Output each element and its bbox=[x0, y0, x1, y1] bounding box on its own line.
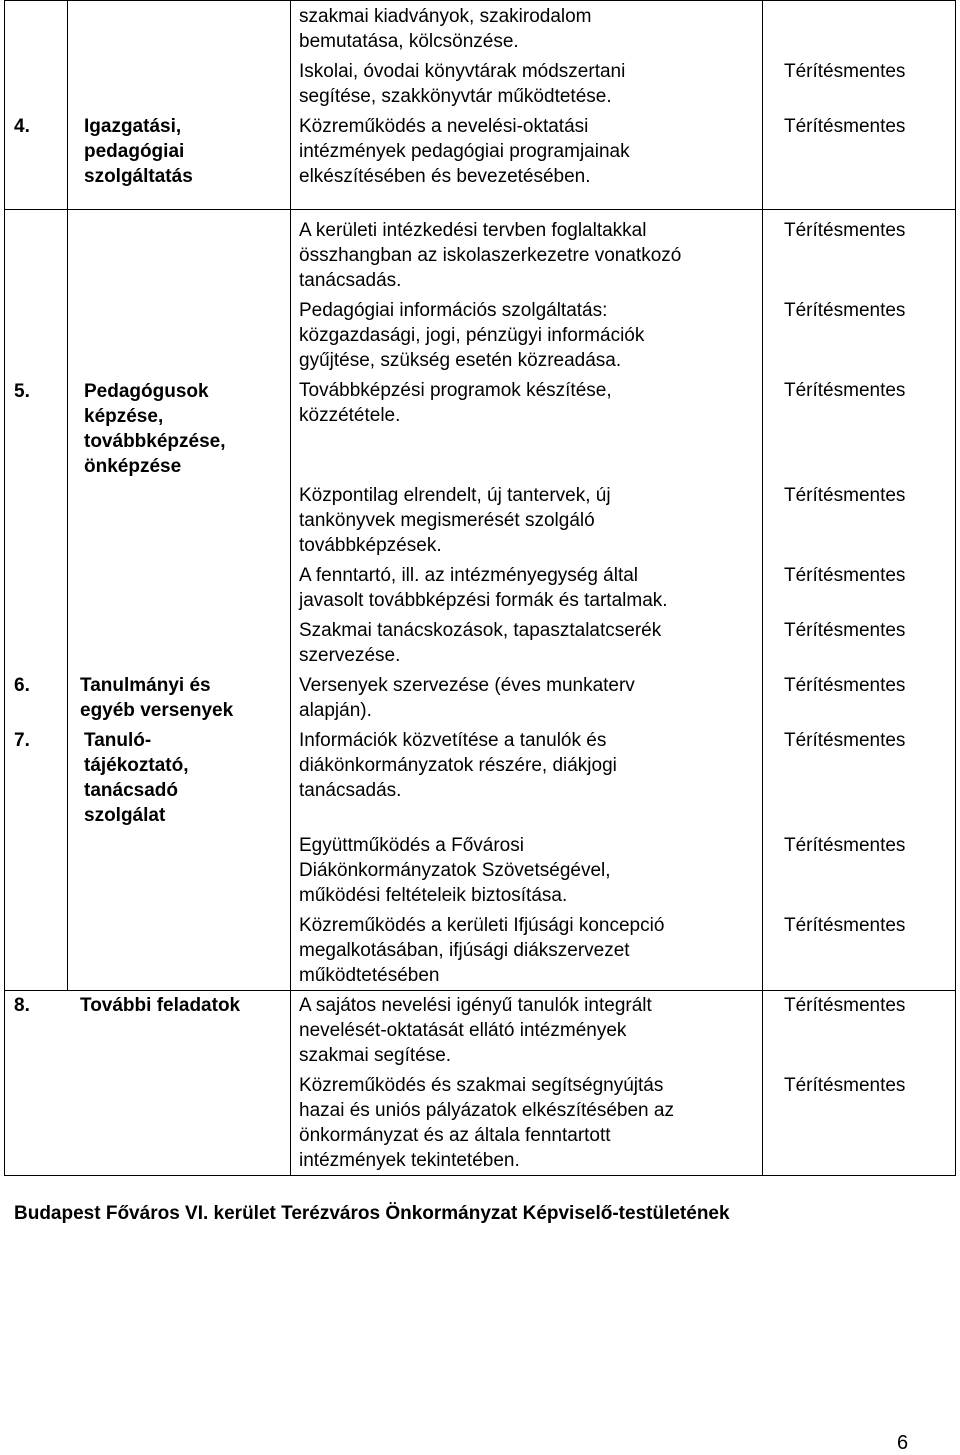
row-number: 4. bbox=[14, 116, 30, 137]
row-category: Pedagógusok képzése, továbbképzése, önképzése bbox=[84, 381, 226, 477]
task-description: A fenntartó, ill. az intézményegység által javasolt továbbképzési formák és tartalmak. bbox=[299, 565, 668, 611]
task-description: Pedagógiai információs szolgáltatás: közgazdasági, jogi, pénzügyi információk gyűjtése, szükség esetén közreadása. bbox=[299, 300, 645, 371]
document-footer: Budapest Főváros VI. kerület Terézváros Önkormányzat Képviselő-testületének bbox=[14, 1203, 730, 1224]
fee-label: Térítésmentes bbox=[784, 61, 906, 82]
task-description: Információk közvetítése a tanulók és diákönkormányzatok részére, diákjogi tanácsadás. bbox=[299, 730, 617, 801]
row-category: További feladatok bbox=[80, 995, 241, 1016]
row-category: Tanuló- tájékoztató, tanácsadó szolgálat bbox=[84, 730, 189, 826]
fee-label: Térítésmentes bbox=[784, 300, 906, 321]
task-description: Továbbképzési programok készítése, közzététele. bbox=[299, 380, 612, 426]
task-description: Szakmai tanácskozások, tapasztalatcserék szervezése. bbox=[299, 620, 662, 666]
task-description: A sajátos nevelési igényű tanulók integrált nevelését-oktatását ellátó intézmények szakmai segítése. bbox=[299, 995, 652, 1066]
fee-label: Térítésmentes bbox=[784, 380, 906, 401]
row-number: 8. bbox=[14, 995, 30, 1016]
task-description: Együttműködés a Fővárosi Diákönkormányzatok Szövetségével, működési feltételeik biztosítása. bbox=[299, 835, 611, 906]
task-description: Iskolai, óvodai könyvtárak módszertani segítése, szakkönyvtár működtetése. bbox=[299, 61, 626, 107]
task-description: Központilag elrendelt, új tantervek, új tankönyvek megismerését szolgáló továbbképzések. bbox=[299, 485, 611, 556]
fee-label: Térítésmentes bbox=[784, 915, 906, 936]
fee-label: Térítésmentes bbox=[784, 565, 906, 586]
task-description: A kerületi intézkedési tervben foglaltakkal összhangban az iskolaszerkezetre vonatkozó tanácsadás. bbox=[299, 220, 682, 291]
task-description: Közreműködés a kerületi Ifjúsági koncepció megalkotásában, ifjúsági diákszervezet működtetésében bbox=[299, 915, 665, 986]
row-category: Tanulmányi és egyéb versenyek bbox=[80, 675, 234, 721]
task-description: Versenyek szervezése (éves munkaterv alapján). bbox=[299, 675, 635, 721]
fee-label: Térítésmentes bbox=[784, 1075, 906, 1096]
fee-label: Térítésmentes bbox=[784, 620, 906, 641]
fee-label: Térítésmentes bbox=[784, 675, 906, 696]
fee-label: Térítésmentes bbox=[784, 220, 906, 241]
row-number: 5. bbox=[14, 381, 30, 402]
fee-label: Térítésmentes bbox=[784, 730, 906, 751]
row-category: Igazgatási, pedagógiai szolgáltatás bbox=[84, 116, 193, 187]
task-description: Közreműködés és szakmai segítségnyújtás hazai és uniós pályázatok elkészítésében az önkormányzat és az általa fenntartott intézmények tekintetében. bbox=[299, 1075, 674, 1171]
fee-label: Térítésmentes bbox=[784, 485, 906, 506]
fee-label: Térítésmentes bbox=[784, 995, 906, 1016]
row-number: 7. bbox=[14, 730, 30, 751]
task-description: Közreműködés a nevelési-oktatási intézmények pedagógiai programjainak elkészítésében és bevezetésében. bbox=[299, 116, 630, 187]
page-number: 6 bbox=[897, 1432, 909, 1454]
fee-label: Térítésmentes bbox=[784, 835, 906, 856]
row-number: 6. bbox=[14, 675, 30, 696]
task-description: szakmai kiadványok, szakirodalom bemutatása, kölcsönzése. bbox=[299, 6, 592, 52]
fee-label: Térítésmentes bbox=[784, 116, 906, 137]
